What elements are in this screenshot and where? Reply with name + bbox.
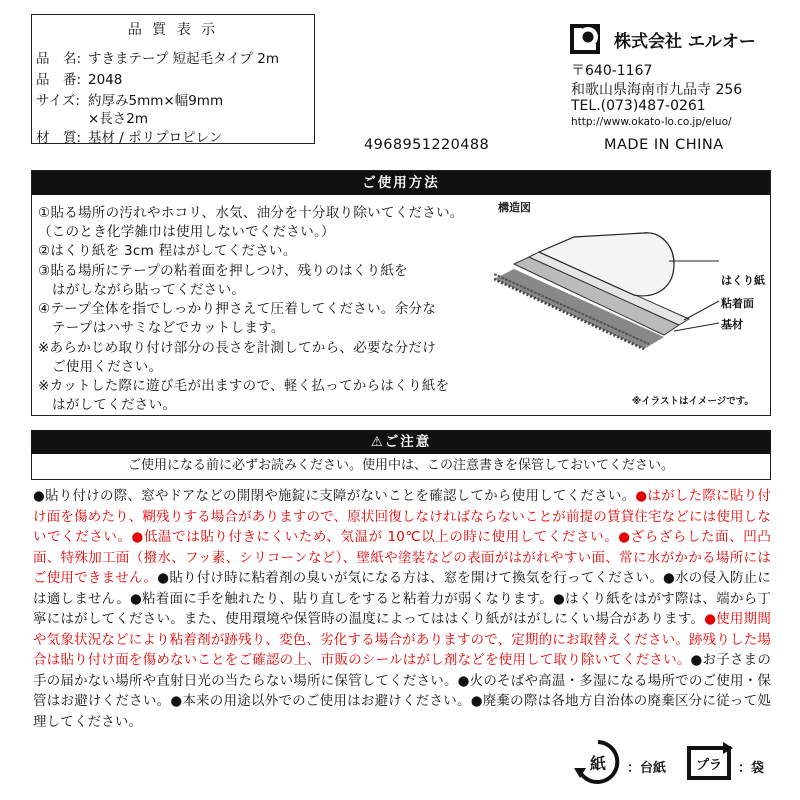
diagram-label-base: 基材 — [721, 318, 743, 331]
plastic-recycle-label: ：袋 — [738, 761, 765, 776]
usage-header: ご使用方法 — [32, 171, 770, 195]
product-info-box — [31, 14, 315, 144]
info-row-number: 品 番: 2048 — [36, 72, 123, 88]
info-row-name: 品 名: すきまテープ 短起毛タイプ 2m — [36, 51, 279, 67]
plastic-recycle-icon — [683, 738, 735, 786]
svg-text:紙: 紙 — [589, 754, 607, 773]
company-tel: TEL.(073)487-0261 — [571, 98, 706, 114]
barcode-number: 4968951220488 — [364, 137, 490, 153]
caution-text: ●貼り付け時に粘着剤の臭いが気になる方は、窓を開けて換気を行ってください。●水の侵入防止には適しません。●粘着面に手を触れたり、貼り直しをすると粘着力が弱くなります。●はくり紙をはがす際は、端から丁寧にはがしてください。また、使用環境や保管時の温度によってははくり紙がはがしにくい場合があります。 — [33, 570, 771, 627]
usage-step: （このとき化学雑巾は使用しないでください。） — [38, 224, 335, 240]
caution-subheader: ご使用になる前に必ずお読みください。使用中は、この注意書きを保管しておいてください。 — [31, 454, 771, 480]
usage-step: はがしながら貼ってください。 — [52, 282, 246, 298]
company-postal: 〒640-1167 — [571, 63, 653, 79]
made-in-label: MADE IN CHINA — [604, 137, 724, 153]
usage-step: ご使用ください。 — [52, 359, 163, 375]
structure-diagram — [494, 219, 744, 359]
svg-text:プラ: プラ — [695, 758, 723, 773]
usage-step: ②はくり紙を 3cm 程はがしてください。 — [38, 243, 297, 259]
usage-step: ※あらかじめ取り付け部分の長さを計測してから、必要な分だけ — [38, 340, 437, 356]
usage-step: テープはハサミなどでカットします。 — [52, 320, 285, 336]
usage-step: はがしてください。 — [52, 397, 177, 413]
product-info-title: 品 質 表 示 — [127, 22, 219, 38]
caution-text-warning: ●はがした際に貼り付け面を傷めたり、糊残りする場合がありますので、原状回復しなければならないことが前提の賃貸住宅などには使用しないでください。 — [33, 488, 772, 545]
paper-recycle-icon — [572, 738, 624, 786]
usage-step: ③貼る場所にテープの粘着面を押しつけ、残りのはくり紙を — [38, 263, 408, 279]
caution-text: ●お子さまの手の届かない場所や直射日光の当たらない場所に保管してください。●火のそばや高温・多湿になる場所でのご使用・保管はお避けください。●本来の用途以外でのご使用はお避けください。●廃棄の際は各地方自治体の廃棄区分に従って処理してください。 — [33, 652, 771, 730]
illustration-note: ※イラストはイメージです。 — [632, 396, 754, 407]
info-row-size: サイズ: 約厚み5mm×幅9mm — [36, 93, 224, 109]
caution-text-warning: ●使用期間や気象状況などにより粘着剤が跡残り、変色、劣化する場合がありますので、定期的にお取替えください。跡残りした場合は貼り付け面を傷めないことをご確認の上、市販のシールはがし剤などを使用して取り除いてください。 — [33, 611, 771, 668]
usage-step: ①貼る場所の汚れやホコリ、水気、油分を十分取り除いてください。 — [38, 205, 464, 221]
company-name: 株式会社 エルオー — [614, 32, 756, 52]
paper-recycle-label: ：台紙 — [627, 761, 667, 776]
company-url: http://www.okato-lo.co.jp/eluo/ — [571, 116, 732, 128]
usage-step: ④テープ全体を指でしっかり押さえて圧着してください。余分な — [38, 301, 437, 317]
usage-section — [31, 170, 771, 416]
caution-text-warning: ●低温では貼り付きにくいため、気温が 10℃以上の時に使用してください。 — [131, 529, 619, 545]
diagram-label-release-paper: はくり紙 — [721, 274, 765, 287]
caution-header: ⚠ご注意 — [31, 430, 771, 454]
diagram-title: 構造図 — [498, 201, 531, 214]
diagram-label-adhesive: 粘着面 — [721, 297, 754, 310]
caution-body — [33, 486, 771, 732]
caution-text: ●貼り付けの際、窓やドアなどの開閉や施錠に支障がないことを確認してから使用してください。 — [33, 488, 636, 504]
company-address: 和歌山県海南市九品寺 256 — [571, 82, 743, 98]
caution-text-warning: ●ざらざらした面、凹凸面、特殊加工面（撥水、フッ素、シリコーンなど）、壁紙や塗装などの表面がはがれやすい面、常に水がかかる場所にはご使用できません。 — [33, 529, 771, 586]
usage-step: ※カットした際に遊び毛が出ますので、軽く払ってからはくり紙を — [38, 378, 450, 394]
company-logo-icon — [570, 24, 600, 54]
info-row-size-cont: ×長さ2m — [88, 111, 149, 127]
info-row-material: 材 質: 基材 / ポリプロピレン — [36, 130, 223, 146]
